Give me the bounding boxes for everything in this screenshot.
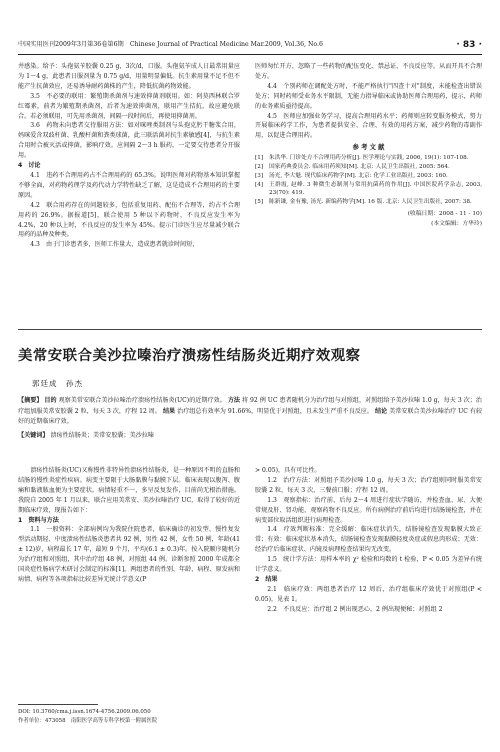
conclusion-text: 美常安联合美沙拉嗪治疗 UC 有较好的近期临床疗效。 [18, 407, 483, 426]
article-title: 美常安联合美沙拉嗪治疗溃疡性结肠炎近期疗效观察 [18, 348, 361, 364]
running-head [18, 38, 482, 52]
received-date: (收稿日期：2008 - 11 - 10) [407, 210, 482, 217]
abstract-block [18, 396, 482, 441]
paragraph: 2.1 临床疗效：两组患者治疗 12 周后，治疗组临床疗效优于对照组(P < 0.05)，见表 1。 [255, 585, 482, 603]
abstract-text [18, 396, 482, 428]
paragraph: 4.3 由于门诊患者多，医师工作量大，造成患者就诊时间短， [30, 241, 199, 249]
reference-text: 国家药典委员会. 临床用药须知[M]. 北京: 人民卫生出版社, 2005: 564. [269, 163, 450, 170]
reference-number: [4] [255, 181, 264, 188]
conclusion-label: 结论 [374, 407, 388, 415]
editor-note: (本文编辑：方华玲) [431, 220, 482, 227]
page-number: · 83 · [456, 40, 482, 50]
paragraph: 1.5 统计学方法：用样本率的 χ² 检验和均数的 t 检验，P < 0.05 为差异有统计学意义。 [255, 556, 482, 574]
method-label: 方法 [227, 397, 241, 404]
section-heading: 4 讨论 [18, 162, 41, 170]
section-heading: 2 结果 [255, 575, 278, 583]
discussion-continued [255, 62, 482, 141]
result-text: 治疗组总有效率为 91.66%，明显优于对照组，且未发生严重不良反应。 [177, 407, 373, 415]
reference-text: 陈新谦, 金有豫, 汤光. 新编药物学[M]. 16 版. 北京: 人民卫生出版社, 2007: 38. [269, 199, 472, 206]
reference-item [255, 172, 482, 181]
paragraph: 1.2 治疗方法：对照组予美沙拉嗪 1.0 g，每天 3 次；治疗组则同时服美常安胶囊 2 粒，每天 3 次，三餐前口服；疗程 12 周。 [255, 476, 482, 494]
objective-label: 目的 [44, 397, 57, 404]
doi-line: DOI: 10.3760/cma.j.issn.1674-4756.2009.06.050 [18, 709, 151, 715]
reference-item [255, 163, 482, 172]
paragraph: 2.2 不良反应：治疗组 2 例出现恶心，2 例出现便秘；对照组 2 [267, 605, 443, 613]
top-left-column [18, 62, 240, 250]
reference-text: 王群霞, 赵峰. 3 种微生态制剂与常用抗菌药的作用[J]. 中国医院药学杂志, 2003, 23(70): 419. [269, 181, 482, 197]
abstract-label: 【摘要】 [18, 397, 43, 404]
footnote [18, 708, 157, 725]
result-label: 结果 [162, 407, 176, 415]
method-text: 将 92 例 UC 患者随机分为治疗组与对照组，对照组给予美沙拉嗪 1.0 g，每天 3 次；治疗组加服美常安胶囊 2 粒，每天 3 次，疗程 12 周。 [18, 397, 482, 415]
reference-number: [3] [255, 172, 264, 179]
article-authors: 郭廷成 孙杰 [32, 379, 83, 388]
paragraph: 4.5 医师应加强业务学习，提高合理用药水平；药师则应转变服务模式，努力开展临床药学工作，为患者提供安全、合理、有效的用药方案，减少药物的毒副作用，以促进合理用药。 [255, 112, 482, 140]
reference-number: [1] [255, 155, 264, 162]
body-left-column [18, 466, 240, 585]
paragraph: 3.6 药物未向患者交待服用方法：如对咪唑类制剂与头孢克肟干糖浆合用，妈咪爱含双歧杆菌、乳酸杆菌和粪类球菌，此三联活菌对抗生素敏感[4]，与抗生素合用时合被灭活或抑菌，影响疗效。应间隔 2～3 h 服药，一定要交待患者分开服用。 [18, 122, 240, 160]
reference-item [255, 198, 482, 207]
keywords-label: 【关键词】 [18, 431, 49, 439]
paragraph: > 0.05)，具有可比性。 [255, 467, 321, 474]
affiliation-line: 作者单位：473058 南阳医学高等专科学校第一附属医院 [18, 717, 158, 724]
paragraph: 1.4 疗效判断标准：完全缓解：临床症状消失，结肠镜检查发现黏膜大致正常；有效：临床症状基本消失，结肠镜检查发现黏膜轻度炎症或假息肉形成；无效：经治疗后临床症状、内镜及病理检查结果均无改变。 [255, 526, 482, 554]
references-title: 参 考 文 献 [352, 144, 385, 152]
paragraph: 1.1 一般资料：全部病例均为我院住院患者，临床确诊的初发型、慢性复发型活动期轻、中度溃疡性结肠炎患者共 92 例，男性 42 例，女性 50 例，年龄(41 ± 12)岁，病程最长 17 年，最短 9 个月，平均(6.1 ± 0.3)年。按入院顺序随机分为治疗组和对照组，其中治疗组 48 例，对照组 44 例。诊断参照 2000 年成都全国炎症性肠病学术研讨会制定的标准[1]。两组患者的性别、年龄、病程、原发病和病情、病程等各项指标比较差异无统计学意义(P [18, 526, 241, 583]
keywords-text: 溃疡性结肠炎；美常安胶囊；美沙拉嗪 [50, 431, 154, 439]
paragraph: 4.2 联合用药存在的问题较多，包括重复用药、配伍不合理等，约占不合理用药的 26.9%。据报道[5]，联合使用 5 种以下药物时，不良反应发生率为 4.2%，20 种以上时，不良反应的发生率为 45%。提示门诊医生应尽量减少联合用药的品种及种类。 [18, 201, 240, 239]
journal-citation: 中国实用医刊2009年3月第36卷第6期 Chinese Journal of Practical Medicine Mar.2009, Vol.36, No.6 [18, 41, 323, 48]
section-heading: 1 资料与方法 [18, 516, 59, 524]
reference-item [255, 154, 482, 163]
reference-item [255, 181, 482, 199]
top-right-column [255, 62, 482, 230]
body-right-column [255, 466, 482, 615]
paragraph: 4.1 违药不合理用药占不合理用药的 65.3%。说明医师对药物基本知识掌握不够全面，对药物药理学及药代动力学特性缺乏了解，这是造成不合理用药的主要原因。 [18, 171, 240, 199]
reference-list [255, 154, 482, 207]
reference-number: [5] [255, 199, 264, 206]
paragraph: 4.4 个别药师在调配处方时，不能严格执行"四查十对"制度，未能检查出错误处方；同时药师受业务水平限制，无能力指导临床或协助医师合理用药，提示，药师的业务素质亟待提高。 [255, 82, 482, 110]
reference-text: 朱洪华. 门诊处方不合理用药分析[J]. 医学理论与实践, 2006, 19(1): 107-108. [269, 155, 469, 162]
paragraph: 1.3 观察指标：治疗前、后每 2～4 周进行症状学随访，并检查血、尿、大便常规及肝、肾功能，观察药物不良反应。所有病例治疗前后均进行结肠镜检查，并在病变部位取活组织进行病理检查。 [255, 496, 482, 524]
footnote-rule [18, 704, 98, 705]
paragraph: 井感染。给予：头孢氨苄胶囊 0.25 g，3次/d，口服。头孢氨苄成人日最常用量应为 1～4 g，此患者日服剂量为 0.75 g/d，用量明显偏低。抗生素用量不足不但不能产生抗菌效应，还易诱导耐药菌株的产生，降低抗菌药物效能。 [18, 63, 240, 90]
paragraph: 3.5 不必要的联用：繁殖期杀菌剂与速效抑菌剂联用。如：阿莫西林联合罗红霉素，前者为繁殖期杀菌剂，后者为速效抑菌剂，联用产生拮抗，故应避免联合。若必须联用，可先用杀菌剂，间隔一段时间后，再使用抑菌剂。 [18, 92, 240, 120]
article-divider [18, 329, 482, 330]
paragraph: 溃疡性结肠炎(UC)又称慢性非特异性溃疡性结肠炎，是一种原因不明的直肠和结肠的慢性炎症性疾病。病变主要限于大肠黏膜与黏膜下层。临床表现以腹泻、腹痛和黏液脓血便为主要症状。病情轻重不一，多呈反复发作，目前尚无根治措施。我院自 2005 年 1 月以来，联合应用美常安、美沙拉嗪治疗 UC，取得了较好的近期临床疗效，现报告如下： [18, 467, 240, 514]
keywords-line [18, 431, 482, 442]
reference-number: [2] [255, 163, 264, 170]
paragraph: 医师匆忙开方，忽略了一些药物的配伍变化、禁忌证、不良反应等，从而开具不合理处方。 [255, 63, 482, 80]
reference-text: 汤光, 李大魁. 现代临床药物学[M]. 北京: 化学工业出版社, 2003: 160. [269, 172, 448, 179]
objective-text: 观察美常安联合美沙拉嗪治疗溃疡性结肠炎(UC)的近期疗效。 [58, 397, 226, 404]
header-rule [18, 54, 482, 55]
